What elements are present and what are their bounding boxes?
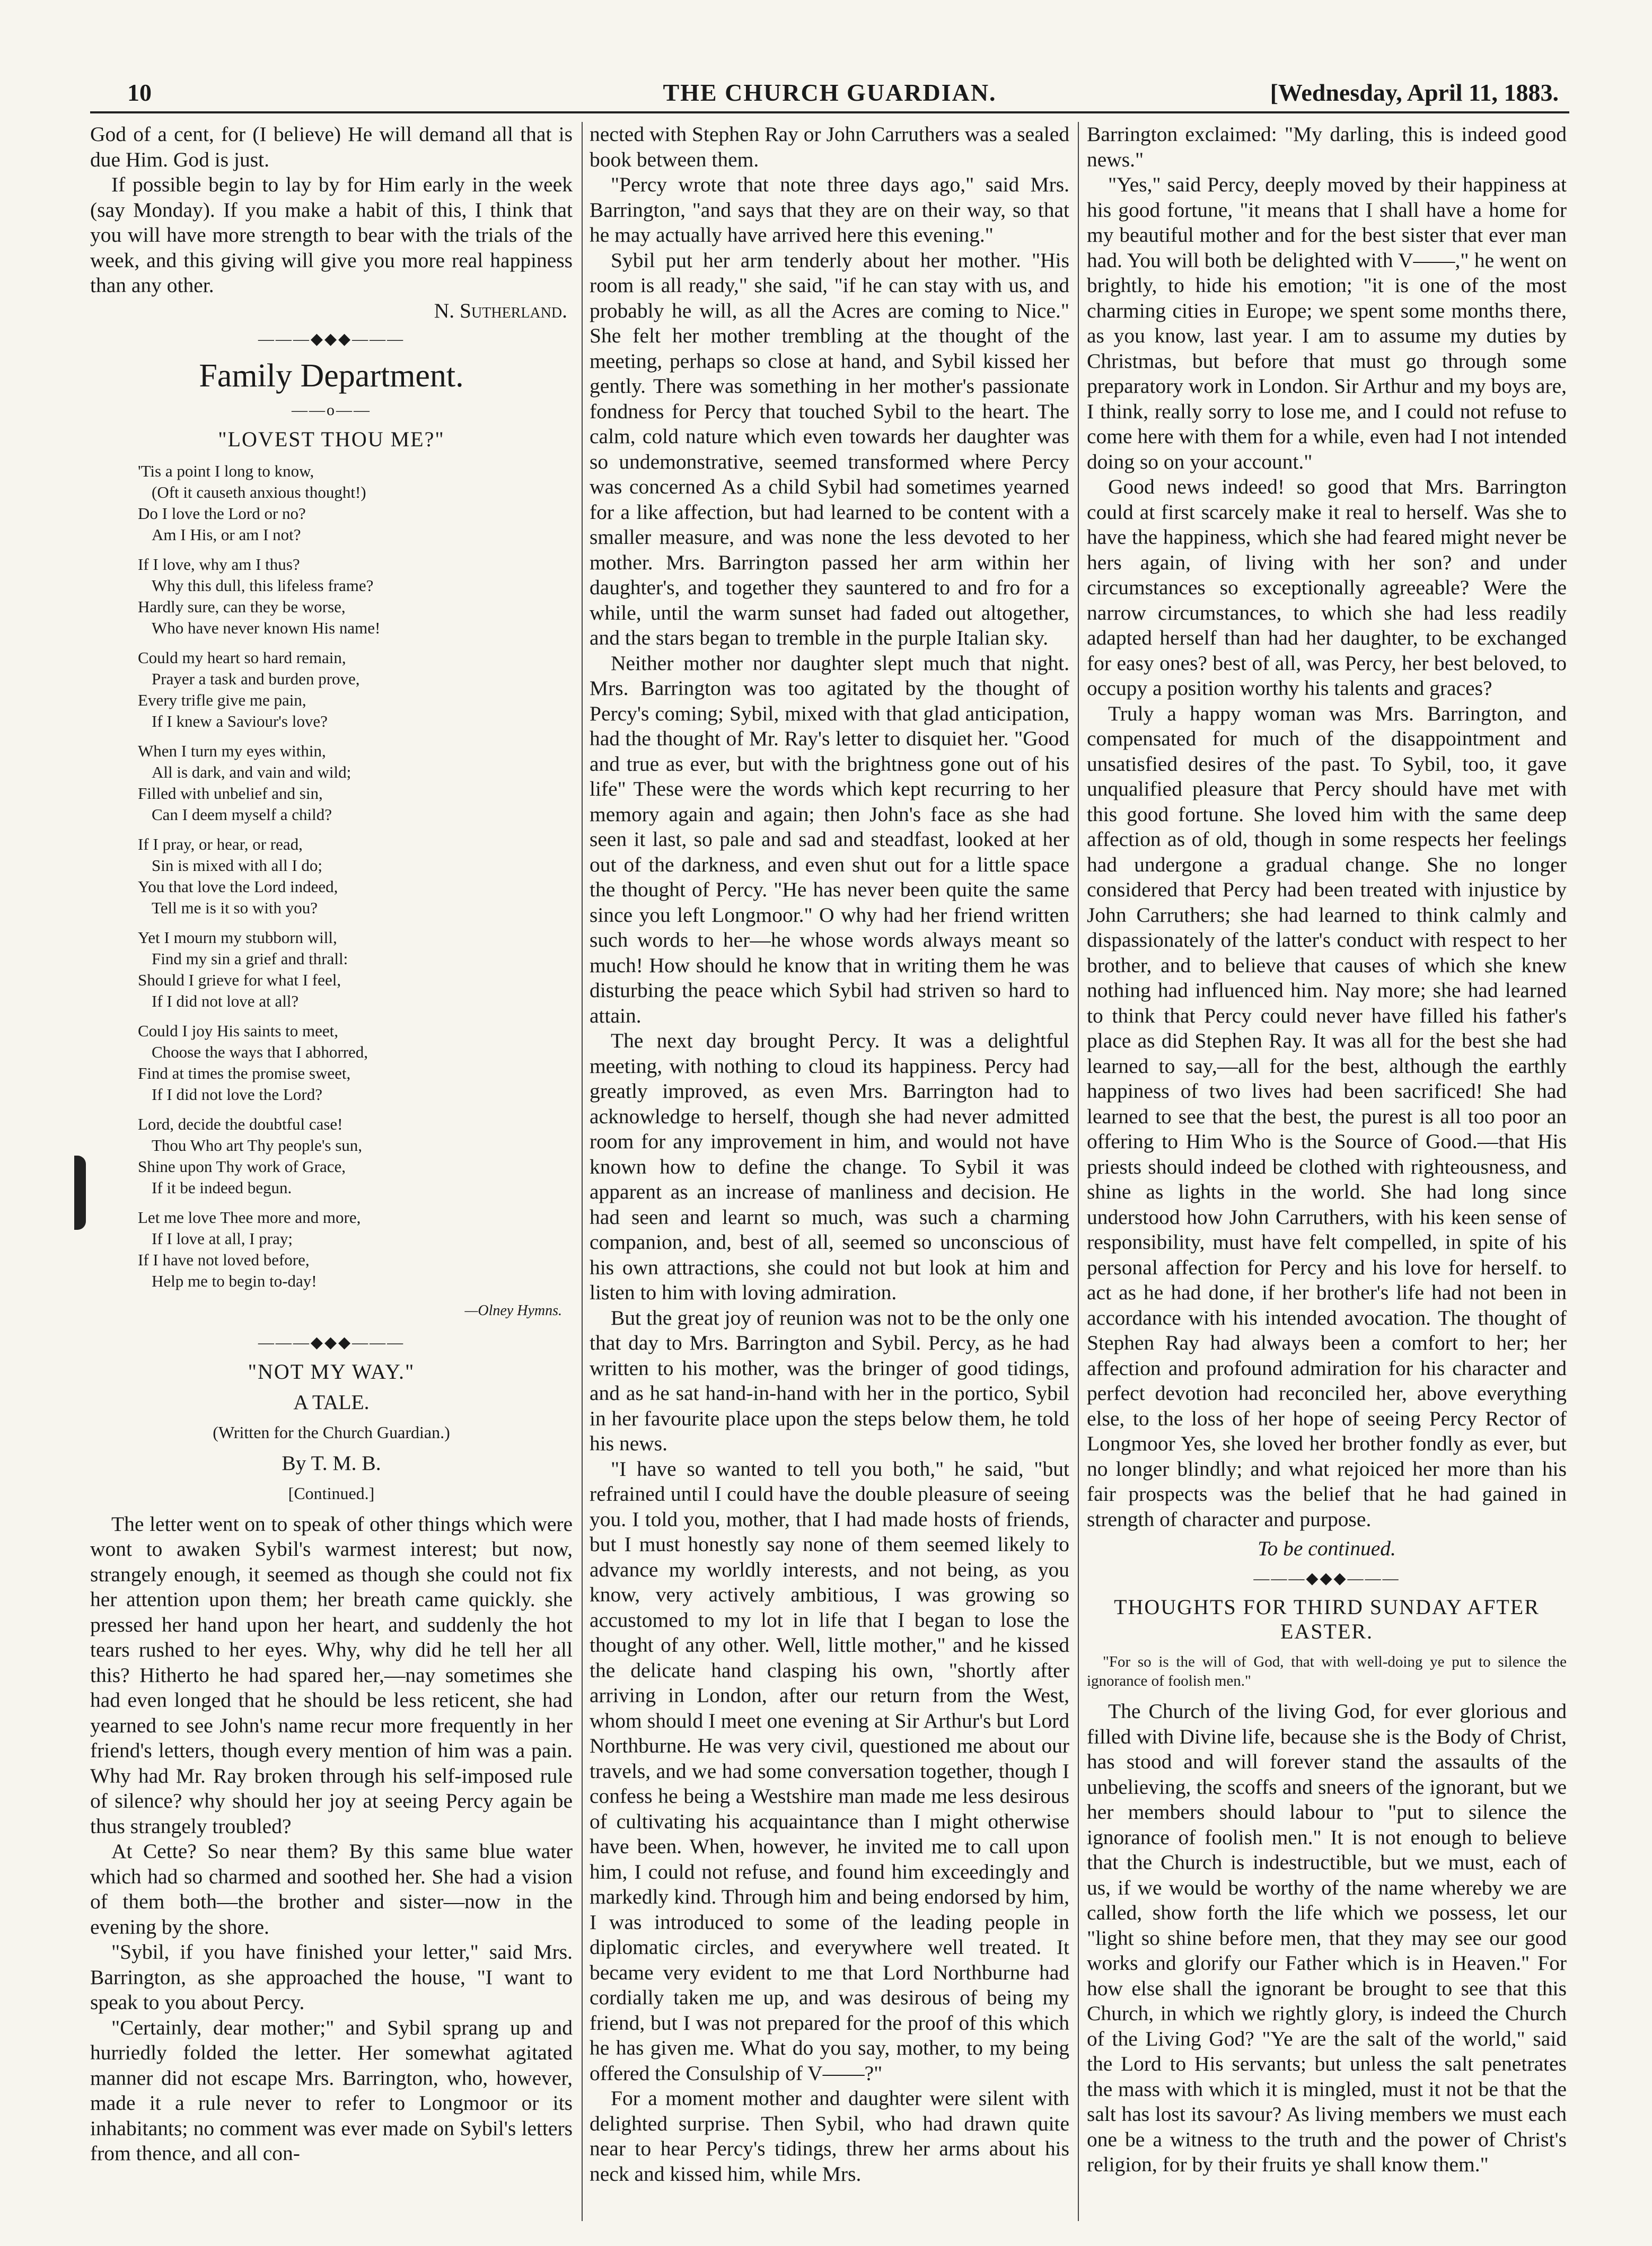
signature: N. Sutherland. — [434, 298, 567, 322]
poem-attribution: —Olney Hymns. — [464, 1302, 562, 1319]
poem-line: If it be indeed begun. — [152, 1178, 292, 1197]
ornament-divider: ———◆◆◆——— — [258, 1333, 405, 1351]
poem-stanza — [138, 1207, 573, 1292]
paragraph: Sybil put her arm tenderly about her mother. "His room is all ready," she said, "if he can stay with us, and probably he will, as all the Acres are coming to Nice." She felt her mother trembling at the thought of the meeting, perhaps so close at hand, and Sybil kissed her gently. There was something in her mother's passionate fondness for Percy that touched Sybil to the heart. The calm, cold nature which even towards her daughter was so undemonstrative, seemed transformed where Percy was concerned As a child Sybil had sometimes yearned for a like affection, but had learned to be content with a smaller measure, and was none the less devoted to her mother. Mrs. Barrington passed her arm within her daughter's, and together they sauntered to and fro for a while, until the warm sunset had faded out altogether, and the stars began to tremble in the purple Italian sky. — [590, 248, 1069, 649]
poem-line: All is dark, and vain and wild; — [152, 762, 352, 781]
masthead — [90, 69, 1569, 113]
paragraph: nected with Stephen Ray or John Carruthers was a sealed book between them. — [590, 122, 1069, 171]
paragraph: "Yes," said Percy, deeply moved by their happiness at his good fortune, "it means that I shall have a home for my beautiful mother and for the best sister that ever man had. You will both be delighted with V——," he went on brightly, to hide his emotion; "it is one of the most charming cities in Europe; we spent some months there, as you know, last year. I am to assume my duties by Christmas, but before that must go through some preparatory work in London. Sir Arthur and my boys are, I think, really sorry to lose me, and I could not refuse to come here with them for a while, even had I not intended doing so on your account." — [1087, 173, 1567, 473]
poem-stanza — [138, 741, 573, 825]
poem-line: Shine upon Thy work of Grace, — [138, 1157, 346, 1176]
column-rule — [582, 122, 583, 2221]
poem-line: Lord, decide the doubtful case! — [138, 1114, 343, 1133]
poem-line: Am I His, or am I not? — [152, 525, 301, 544]
poem-line: Choose the ways that I abhorred, — [152, 1042, 368, 1061]
paragraph: Neither mother nor daughter slept much that night. Mrs. Barrington was too agitated by the thought of Percy's coming; Sybil, mixed with that glad anticipation, had the thought of Mr. Ray's letter to disquiet her. "Good and true as ever, but with the brightness gone out of his life" These were the words which kept recurring to her memory again and again; then John's face as she had seen it last, so pale and sad and steadfast, looked at her out of the darkness, and even shut out for a little space the thought of Percy. "He has never been quite the same since you left Longmoor." O why had her friend written such words to her—he whose words always meant so much! How should he know that in writing them he was disturbing the peace which Sybil had striven so hard to attain. — [590, 651, 1069, 1027]
paragraph: But the great joy of reunion was not to be the only one that day to Mrs. Barrington and Sybil. Percy, as he had written to his mother, was the bringer of good tidings, and as he sat hand-in-hand with her in the portico, Sybil in her favourite place upon the steps below them, he told his news. — [590, 1306, 1069, 1455]
story-byline: By T. M. B. — [282, 1451, 381, 1475]
poem-stanza — [138, 834, 573, 919]
column-3 — [1087, 122, 1567, 2221]
poem-line: If I did not love at all? — [152, 991, 299, 1010]
poem-line: Sin is mixed with all I do; — [152, 856, 323, 875]
poem-stanza — [138, 461, 573, 545]
paragraph: "Sybil, if you have finished your letter," said Mrs. Barrington, as she approached the house, "I want to speak to you about Percy. — [90, 1940, 573, 2014]
story-written-for: (Written for the Church Guardian.) — [213, 1423, 450, 1442]
paragraph: Good news indeed! so good that Mrs. Barrington could at first scarcely make it real to herself. Was she to have the happiness, which she had feared might never be hers again, of living with her son? and under circumstances so exceptionally agreeable? Were the narrow circumstances, to which she had less readily adapted herself than had her daughter, to be exchanged for easy ones? best of all, was Percy, her best beloved, to occupy a position worthy his talents and graces? — [1087, 475, 1567, 700]
paragraph: For a moment mother and daughter were silent with delighted surprise. Then Sybil, who had drawn quite near to hear Percy's tidings, threw her arms about his neck and kissed him, while Mrs. — [590, 2086, 1069, 2186]
poem-line: Find at times the promise sweet, — [138, 1063, 351, 1082]
ornament-divider: ———◆◆◆——— — [1253, 1569, 1400, 1587]
article-title: THOUGHTS FOR THIRD SUNDAY AFTER EASTER. — [1114, 1595, 1540, 1643]
poem-line: Filled with unbelief and sin, — [138, 783, 323, 803]
paragraph: The letter went on to speak of other things which were wont to awaken Sybil's warmest interest; but now, strangely enough, it seemed as though she could not fix her attention upon them; her breath came quickly. she pressed her hand upon her heart, and suddenly the hot tears rushed to her eyes. Why, why did he tell her all this? Hitherto he had spared her,—nay sometimes she had even longed that he should be less reticent, she had yearned to see John's name recur more frequently in her friend's letters, though every mention of him was a pain. Why had Mr. Ray broken through his self-imposed rule of silence? why should her joy at seeing Percy again be thus strangely troubled? — [90, 1512, 573, 1838]
poem — [138, 461, 573, 1322]
poem-line: Find my sin a grief and thrall: — [152, 949, 348, 968]
to-be-continued: To be continued. — [1258, 1537, 1396, 1560]
poem-stanza — [138, 927, 573, 1012]
poem-line: If I pray, or hear, or read, — [138, 834, 303, 853]
page-number: 10 — [127, 79, 152, 106]
poem-stanza — [138, 1020, 573, 1105]
epigraph: "For so is the will of God, that with well-doing ye put to silence the ignorance of foolish men." — [1087, 1653, 1567, 1689]
poem-line: If I knew a Saviour's love? — [152, 711, 328, 730]
ornament-divider: ———◆◆◆——— — [258, 330, 405, 348]
poem-line: Could I joy His saints to meet, — [138, 1021, 339, 1040]
poem-line: Do I love the Lord or no? — [138, 504, 306, 523]
poem-line: Yet I mourn my stubborn will, — [138, 928, 337, 947]
poem-line: When I turn my eyes within, — [138, 741, 326, 760]
page-edge-mark — [74, 1156, 86, 1230]
poem-line: If I did not love the Lord? — [152, 1085, 322, 1104]
poem-line: Every trifle give me pain, — [138, 690, 306, 709]
poem-line: Why this dull, this lifeless frame? — [152, 576, 374, 595]
paragraph: Barrington exclaimed: "My darling, this is indeed good news." — [1087, 122, 1567, 171]
paragraph: At Cette? So near them? By this same blue water which had so charmed and soothed her. She had a vision of them both—the brother and sister—now in the evening by the shore. — [90, 1839, 573, 1939]
story-subtitle: A TALE. — [293, 1390, 370, 1414]
issue-date: [Wednesday, April 11, 1883. — [1270, 79, 1559, 106]
poem-line: 'Tis a point I long to know, — [138, 461, 314, 480]
small-divider: ——o—— — [292, 401, 371, 419]
poem-line: If I love at all, I pray; — [152, 1229, 293, 1248]
poem-line: (Oft it causeth anxious thought!) — [152, 482, 366, 501]
poem-line: Tell me is it so with you? — [152, 898, 318, 917]
poem-line: Hardly sure, can they be worse, — [138, 597, 346, 616]
poem-line: Help me to begin to-day! — [152, 1271, 317, 1290]
poem-line: Let me love Thee more and more, — [138, 1208, 361, 1227]
section-title: Family Department. — [199, 357, 464, 394]
column-2 — [590, 122, 1069, 2221]
poem-line: Could my heart so hard remain, — [138, 648, 346, 667]
poem-line: If I have not loved before, — [138, 1250, 310, 1269]
poem-line: Should I grieve for what I feel, — [138, 970, 341, 989]
poem-line: Can I deem myself a child? — [152, 805, 332, 824]
paragraph: The next day brought Percy. It was a delightful meeting, with nothing to cloud its happiness. Percy had greatly improved, as even Mrs. Barrington had to acknowledge to herself, though she had never admitted room for any improvement in him, and would not have known how to define the change. To Sybil it was apparent as an increase of manliness and decision. He had seen and learnt so much, was such a charming companion, and, best of all, seemed so unconscious of his own attractions, she could not but look at him and listen to him with loving admiration. — [590, 1029, 1069, 1304]
story-title: "NOT MY WAY." — [248, 1360, 415, 1384]
poem-title: "LOVEST THOU ME?" — [218, 427, 445, 451]
poem-stanza — [138, 1114, 573, 1199]
poem-stanza — [138, 554, 573, 639]
story-continued-note: [Continued.] — [288, 1484, 375, 1503]
paragraph: "Certainly, dear mother;" and Sybil sprang up and hurriedly folded the letter. Her somewhat agitated manner did not escape Mrs. Barrington, who, however, made it a rule never to refer to Longmoor or its inhabitants; no comment was ever made on Sybil's letters from thence, and all con- — [90, 2015, 573, 2165]
poem-stanza — [138, 647, 573, 732]
poem-line: If I love, why am I thus? — [138, 554, 300, 574]
paragraph: "I have so wanted to tell you both," he said, "but refrained until I could have the double pleasure of seeing you. I told you, mother, that I had made hosts of friends, but I must honestly say none of them seemed likely to advance my worldly interests, and not being, as you know, very actively ambitious, I was growing so accustomed to my lot in life that I began to lose the thought of any other. Well, little mother," and he kissed the delicate hand clasping his own, "shortly after arriving in London, after our return from the West, whom should I meet one evening at Sir Arthur's but Lord Northburne. He was very civil, questioned me about our travels, and we had some conversation together, though I confess he being a Westshire man made me less desirous of cultivating his acquaintance than I might otherwise have been. When, however, he invited me to call upon him, I could not refuse, and found him exceedingly and markedly kind. Through him and being endorsed by him, I was introduced to some of the leading people in diplomatic circles, and everywhere well treated. It became very evident to me that Lord Northburne had cordially taken me up, and was desirous of being my friend, but I was not prepared for the proof of this which he has given me. What do you say, mother, to my being offered the Consulship of V——?" — [590, 1457, 1069, 2085]
paragraph: "Percy wrote that note three days ago," said Mrs. Barrington, "and says that they are on their way, so that he may actually have arrived here this evening." — [590, 173, 1069, 246]
poem-line: Thou Who art Thy people's sun, — [152, 1135, 363, 1155]
paragraph: God of a cent, for (I believe) He will demand all that is due Him. God is just. — [90, 122, 573, 171]
paragraph: Truly a happy woman was Mrs. Barrington, and compensated for much of the disappointment and unsatisfied desires of the past. To Sybil, too, it gave unqualified pleasure that Percy should have met with this good fortune. She loved him with the same deep affection as of old, though in some respects her feelings had undergone a gradual change. She no longer considered that Percy had been treated with injustice by John Carruthers; she had learned to think calmly and dispassionately of the latter's conduct with respect to her brother, and to believe that causes of which she knew nothing had influenced him. Nay more; she had learned to think that Percy could never have filled his father's place as did Stephen Ray. It was all for the best she had learned to say,—all for the best, although the earthly happiness of two lives had been sacrificed! She had learned to see that the best, the purest is all too poor an offering to Him Who is the Source of Good.—that His priests should indeed be clothed with righteousness, and shine as lights in the world. She had long since understood how John Carruthers, with his keen sense of responsibility, must have felt compelled, in spite of his personal affection for Percy and his love for herself. to act as he had done, if her brother's life had not been in accordance with his intended avocation. The thought of Stephen Ray had always been a comfort to her; her affection and profound admiration for his character and perfect devotion had reconciled her, above everything else, to the loss of her hope of seeing Percy Rector of Longmoor Yes, she loved her brother fondly as ever, but no longer blindly; and what rejoiced her more than his fair prospects was the belief that he had gained in strength of character and purpose. — [1087, 701, 1567, 1531]
poem-line: Prayer a task and burden prove, — [152, 669, 360, 688]
poem-line: You that love the Lord indeed, — [138, 877, 338, 896]
paragraph: The Church of the living God, for ever glorious and filled with Divine life, because she is the Body of Christ, has stood and will forever stand the assaults of the unbelieving, the scoffs and sneers of the ignorant, but we her members should labour to "put to silence the ignorance of foolish men." It is not enough to believe that the Church is indestructible, but we must, each of us, if we would be worthy of the name whereby we are called, show forth the life which we possess, let our "light so shine before men, that they may see our good works and glorify our Father which is in Heaven." For how else shall the ignorant be brought to see that this Church, in which we rightly glory, is indeed the Church of the Living God? "Ye are the salt of the world," said the Lord to His servants; but unless the salt penetrates the mass with which it is mingled, must it not be that the salt has lost its savour? As living members we must each one be a witness to the truth and the power of Christ's religion, for by their fruits ye shall know them." — [1087, 1699, 1567, 2176]
newspaper-title: THE CHURCH GUARDIAN. — [663, 79, 997, 106]
poem-line: Who have never known His name! — [152, 618, 381, 637]
column-rule — [1078, 122, 1079, 2221]
paragraph: If possible begin to lay by for Him early in the week (say Monday). If you make a habit of this, I think that you will have more strength to bear with the trials of the week, and this giving will give you more real happiness than any other. — [90, 173, 573, 297]
column-1 — [90, 122, 573, 2221]
